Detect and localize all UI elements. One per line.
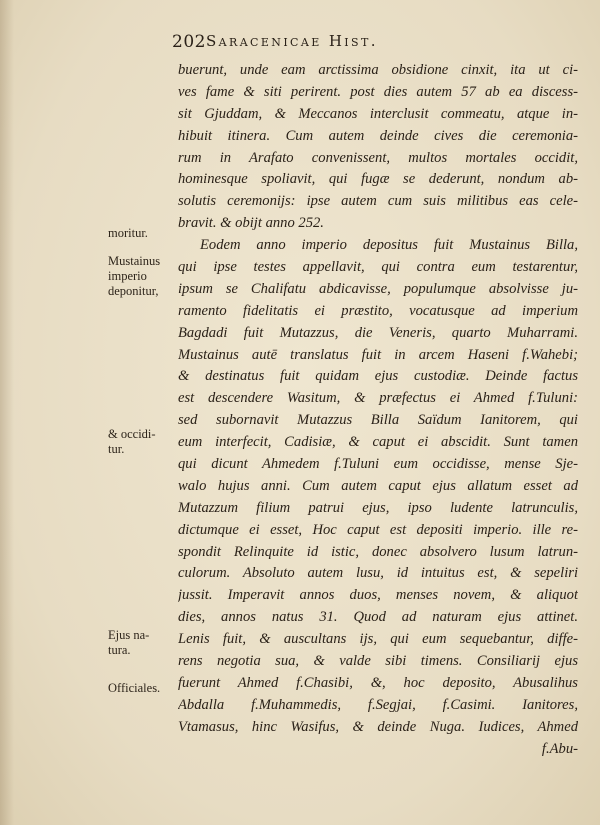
text-line: Abdalla f.Muhammedis, f.Segjai, f.Casimi. Ianitores, (178, 696, 578, 713)
text-line: hibuit itinera. Cum autem deinde cives die ceremonia- (178, 127, 578, 144)
text-line: qui ipse testes appellavit, qui contra eum testarentur, (178, 259, 578, 276)
text-line: ves fame & siti perirent. post dies autem 57 ab ea discess- (178, 83, 578, 100)
margin-note-line: deponitur, (108, 284, 159, 298)
text-line: fuerunt Ahmed f.Chasibi, &, hoc deposito, Abusalihus (178, 674, 578, 691)
text-line: Mutazzum filium patrui ejus, ipso ludente latrunculis, (178, 499, 578, 516)
text-line: rum in Arafato convenissent, multos mortales occidit, (178, 149, 578, 166)
text-line: Eodem anno imperio depositus fuit Mustainus Billa, (200, 237, 578, 254)
margin-note-moritur (108, 226, 178, 241)
text-line: Lenis fuit, & auscultans ijs, qui eum sequebantur, diffe- (178, 631, 578, 648)
margin-note-line: & occidi- (108, 427, 156, 441)
text-line: culorum. Absoluto autem lusu, id intuitus est, & sepeliri (178, 565, 578, 582)
text-line: sed subornavit Mutazzus Billa Saïdum Ianitorem, qui (178, 412, 578, 429)
margin-note-mustainus (108, 254, 178, 299)
margin-note-line: tura. (108, 643, 131, 657)
text-line: walo hujus anni. Cum autem caput ejus allatum esset ad (178, 477, 578, 494)
text-line: qui dicunt Ahmedem f.Tuluni eum occidisse, mense Sje- (178, 456, 578, 473)
margin-note-line: Mustainus (108, 254, 161, 268)
text-line: bravit. & obijt anno 252. (178, 215, 324, 232)
text-line: spondit Relinquite id istic, donec absolvero lusum latrun- (178, 543, 578, 560)
page-gutter-shadow (0, 0, 14, 825)
body-text (178, 60, 578, 761)
margin-note-line: tur. (108, 442, 125, 456)
text-line: dies, annos natus 31. Quod ad naturam ejus attinet. (178, 609, 578, 626)
margin-note-line: moritur. (108, 226, 148, 240)
text-line: Bagdadi fuit Mutazzus, die Veneris, quarto Muharrami. (178, 324, 578, 341)
running-head: Saracenicae Hist. (206, 32, 378, 50)
text-line: f.Abu- (541, 740, 578, 757)
margin-note-natura (108, 628, 178, 658)
text-line: sit Gjuddam, & Meccanos interclusit commeatu, atque in- (178, 105, 578, 122)
text-line: eum interfecit, Cadisiæ, & caput ei abscidit. Sunt tamen (178, 434, 578, 451)
text-line: & destinatus fuit quidam ejus custodiæ. Deinde factus (178, 368, 578, 385)
text-line: buerunt, unde eam arctissima obsidione cinxit, ita ut ci- (178, 62, 578, 78)
margin-note-line: Ejus na- (108, 628, 150, 642)
text-line: ipsum se Chalifatu abdicavisse, populumque absolvisse ju- (178, 280, 578, 297)
text-line: Mustainus autē translatus fuit in arcem Haseni f.Wahebi; (178, 346, 578, 363)
text-line: hominesque spoliavit, qui fugæ se dederunt, nondum ab- (178, 171, 578, 188)
page-header (172, 32, 572, 54)
text-line: dictumque ei esset, Hoc caput est depositi imperio. ille re- (178, 521, 578, 538)
text-line: ramento fidelitatis ei præstito, vocatusque ad imperium (178, 302, 578, 319)
text-line: Vtamasus, hinc Wasifus, & deinde Nuga. Iudices, Ahmed (178, 718, 578, 735)
margin-note-officiales (108, 681, 178, 696)
page-number: 202 (172, 32, 206, 52)
margin-note-line: imperio (108, 269, 147, 283)
text-line: jussit. Imperavit annos duos, menses novem, & aliquot (178, 587, 578, 604)
margin-note-occiditur (108, 427, 178, 457)
margin-note-line: Officiales. (108, 681, 161, 695)
text-line: est descendere Wasitum, & præfectus ei Ahmed f.Tuluni: (178, 390, 578, 407)
text-line: solutis ceremonijs: ipse autem cum suis militibus eas cele- (178, 193, 578, 210)
text-line: rens negotia sua, & valde sibi timens. Consiliarij ejus (178, 653, 578, 670)
